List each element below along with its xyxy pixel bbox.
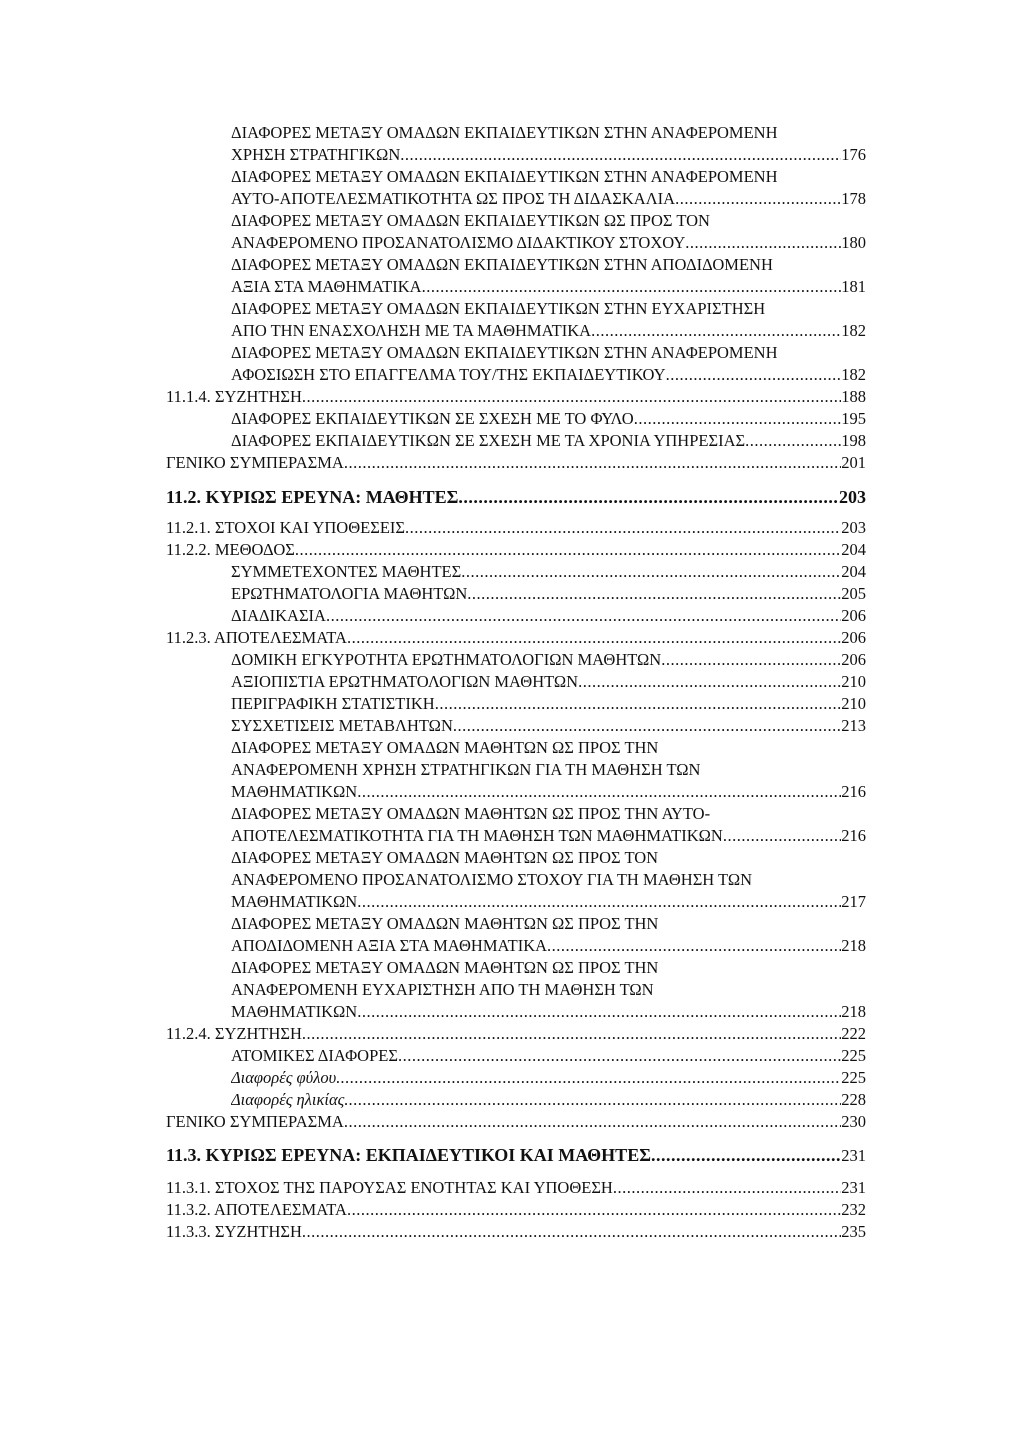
toc-entry[interactable]: 11.2.2. ΜΕΘΟΔΟΣ ..... 204 [166, 540, 866, 560]
toc-entry[interactable]: ΑΞΙΑ ΣΤΑ ΜΑΘΗΜΑΤΙΚΑ ..... 181 [231, 277, 866, 297]
toc-line: ΔΙΑΦΟΡΕΣ ΜΕΤΑΞΥ ΟΜΑΔΩΝ ΜΑΘΗΤΩΝ ΩΣ ΠΡΟΣ ΤΟΝ [231, 848, 659, 867]
toc-entry[interactable]: ΓΕΝΙΚΟ ΣΥΜΠΕΡΑΣΜΑ ..... 230 [166, 1112, 866, 1132]
toc-line: ΔΙΑΦΟΡΕΣ ΜΕΤΑΞΥ ΟΜΑΔΩΝ ΕΚΠΑΙΔΕΥΤΙΚΩΝ ΩΣ ΠΡΟΣ ΤΟΝ [231, 211, 710, 230]
toc-entry[interactable]: ΕΡΩΤΗΜΑΤΟΛΟΓΙΑ ΜΑΘΗΤΩΝ ..... 205 [231, 584, 866, 604]
toc-entry[interactable]: 11.3.2. ΑΠΟΤΕΛΕΣΜΑΤΑ ..... 232 [166, 1200, 866, 1220]
toc-entry[interactable]: ΣΥΜΜΕΤΕΧΟΝΤΕΣ ΜΑΘΗΤΕΣ ..... 204 [231, 562, 866, 582]
toc-line: ΔΙΑΦΟΡΕΣ ΜΕΤΑΞΥ ΟΜΑΔΩΝ ΕΚΠΑΙΔΕΥΤΙΚΩΝ ΣΤΗΝ ΑΠΟΔΙΔΟΜΕΝΗ [231, 255, 773, 274]
toc-line: ΑΝΑΦΕΡΟΜΕΝΗ ΕΥΧΑΡΙΣΤΗΣΗ ΑΠΟ ΤΗ ΜΑΘΗΣΗ ΤΩΝ [231, 980, 654, 999]
toc-entry[interactable]: ΔΙΑΔΙΚΑΣΙΑ ..... 206 [231, 606, 866, 626]
toc-line: ΑΝΑΦΕΡΟΜΕΝΟ ΠΡΟΣΑΝΑΤΟΛΙΣΜΟ ΣΤΟΧΟΥ ΓΙΑ ΤΗ ΜΑΘΗΣΗ ΤΩΝ [231, 870, 753, 889]
toc-line: ΔΙΑΦΟΡΕΣ ΜΕΤΑΞΥ ΟΜΑΔΩΝ ΕΚΠΑΙΔΕΥΤΙΚΩΝ ΣΤΗΝ ΑΝΑΦΕΡΟΜΕΝΗ [231, 343, 778, 362]
toc-entry[interactable]: ΜΑΘΗΜΑΤΙΚΩΝ ..... 216 [231, 782, 866, 802]
toc-line: ΔΙΑΦΟΡΕΣ ΜΕΤΑΞΥ ΟΜΑΔΩΝ ΕΚΠΑΙΔΕΥΤΙΚΩΝ ΣΤΗΝ ΑΝΑΦΕΡΟΜΕΝΗ [231, 167, 778, 186]
toc-entry[interactable]: ΑΝΑΦΕΡΟΜΕΝΟ ΠΡΟΣΑΝΑΤΟΛΙΣΜΟ ΔΙΔΑΚΤΙΚΟΥ ΣΤΟΧΟΥ ..... 180 [231, 233, 866, 253]
toc-line: ΔΙΑΦΟΡΕΣ ΜΕΤΑΞΥ ΟΜΑΔΩΝ ΜΑΘΗΤΩΝ ΩΣ ΠΡΟΣ ΤΗΝ ΑΥΤΟ- [231, 804, 711, 823]
toc-line: ΔΙΑΦΟΡΕΣ ΜΕΤΑΞΥ ΟΜΑΔΩΝ ΜΑΘΗΤΩΝ ΩΣ ΠΡΟΣ ΤΗΝ [231, 738, 659, 757]
toc-line: ΔΙΑΦΟΡΕΣ ΜΕΤΑΞΥ ΟΜΑΔΩΝ ΕΚΠΑΙΔΕΥΤΙΚΩΝ ΣΤΗΝ ΕΥΧΑΡΙΣΤΗΣΗ [231, 299, 766, 318]
toc-entry[interactable]: ΑΠΟ ΤΗΝ ΕΝΑΣΧΟΛΗΣΗ ΜΕ ΤΑ ΜΑΘΗΜΑΤΙΚΑ ..... 182 [231, 321, 866, 341]
toc-entry[interactable]: ΑΦΟΣΙΩΣΗ ΣΤΟ ΕΠΑΓΓΕΛΜΑ ΤΟΥ/ΤΗΣ ΕΚΠΑΙΔΕΥΤΙΚΟΥ ..... 182 [231, 365, 866, 385]
toc-entry[interactable]: ΑΥΤΟ-ΑΠΟΤΕΛΕΣΜΑΤΙΚΟΤΗΤΑ ΩΣ ΠΡΟΣ ΤΗ ΔΙΔΑΣΚΑΛΙΑ ..... 178 [231, 189, 866, 209]
toc-entry[interactable]: ΠΕΡΙΓΡΑΦΙΚΗ ΣΤΑΤΙΣΤΙΚΗ ..... 210 [231, 694, 866, 714]
toc-entry[interactable]: 11.2.3. ΑΠΟΤΕΛΕΣΜΑΤΑ ..... 206 [166, 628, 866, 648]
toc-line: ΔΙΑΦΟΡΕΣ ΜΕΤΑΞΥ ΟΜΑΔΩΝ ΜΑΘΗΤΩΝ ΩΣ ΠΡΟΣ ΤΗΝ [231, 958, 659, 977]
toc-entry[interactable]: ΜΑΘΗΜΑΤΙΚΩΝ ..... 217 [231, 892, 866, 912]
toc-entry[interactable]: ΔΙΑΦΟΡΕΣ ΕΚΠΑΙΔΕΥΤΙΚΩΝ ΣΕ ΣΧΕΣΗ ΜΕ ΤΟ ΦΥΛΟ ..... 195 [231, 409, 866, 429]
toc-entry[interactable]: ΑΠΟΤΕΛΕΣΜΑΤΙΚΟΤΗΤΑ ΓΙΑ ΤΗ ΜΑΘΗΣΗ ΤΩΝ ΜΑΘΗΜΑΤΙΚΩΝ ..... 216 [231, 826, 866, 846]
toc-section-heading[interactable]: 11.2. ΚΥΡΙΩΣ ΕΡΕΥΝΑ: ΜΑΘΗΤΕΣ ..... 203 [166, 486, 866, 508]
toc-entry[interactable]: 11.2.1. ΣΤΟΧΟΙ ΚΑΙ ΥΠΟΘΕΣΕΙΣ ..... 203 [166, 518, 866, 538]
toc-entry[interactable]: ΑΞΙΟΠΙΣΤΙΑ ΕΡΩΤΗΜΑΤΟΛΟΓΙΩΝ ΜΑΘΗΤΩΝ ..... 210 [231, 672, 866, 692]
toc-entry[interactable]: ΑΠΟΔΙΔΟΜΕΝΗ ΑΞΙΑ ΣΤΑ ΜΑΘΗΜΑΤΙΚΑ ..... 218 [231, 936, 866, 956]
toc-line: ΔΙΑΦΟΡΕΣ ΜΕΤΑΞΥ ΟΜΑΔΩΝ ΕΚΠΑΙΔΕΥΤΙΚΩΝ ΣΤΗΝ ΑΝΑΦΕΡΟΜΕΝΗ [231, 123, 778, 142]
toc-entry[interactable]: ΔΙΑΦΟΡΕΣ ΕΚΠΑΙΔΕΥΤΙΚΩΝ ΣΕ ΣΧΕΣΗ ΜΕ ΤΑ ΧΡΟΝΙΑ ΥΠΗΡΕΣΙΑΣ ..... 198 [231, 431, 866, 451]
toc-entry[interactable]: 11.3.3. ΣΥΖΗΤΗΣΗ ..... 235 [166, 1222, 866, 1242]
toc-entry[interactable]: ΔΟΜΙΚΗ ΕΓΚΥΡΟΤΗΤΑ ΕΡΩΤΗΜΑΤΟΛΟΓΙΩΝ ΜΑΘΗΤΩΝ ..... 206 [231, 650, 866, 670]
toc-entry[interactable]: ΓΕΝΙΚΟ ΣΥΜΠΕΡΑΣΜΑ ..... 201 [166, 453, 866, 473]
toc-entry[interactable]: ΣΥΣΧΕΤΙΣΕΙΣ ΜΕΤΑΒΛΗΤΩΝ ..... 213 [231, 716, 866, 736]
toc-entry[interactable]: Διαφορές ηλικίας. ..... 228 [231, 1090, 866, 1110]
toc-section-heading[interactable]: 11.3. ΚΥΡΙΩΣ ΕΡΕΥΝΑ: ΕΚΠΑΙΔΕΥΤΙΚΟΙ ΚΑΙ ΜΑΘΗΤΕΣ ..... 231 [166, 1144, 866, 1166]
toc-entry[interactable]: 11.3.1. ΣΤΟΧΟΣ ΤΗΣ ΠΑΡΟΥΣΑΣ ΕΝΟΤΗΤΑΣ ΚΑΙ ΥΠΟΘΕΣΗ ..... 231 [166, 1178, 866, 1198]
toc-entry[interactable]: ΑΤΟΜΙΚΕΣ ΔΙΑΦΟΡΕΣ ..... 225 [231, 1046, 866, 1066]
toc-entry[interactable]: ΜΑΘΗΜΑΤΙΚΩΝ ..... 218 [231, 1002, 866, 1022]
toc-line: ΔΙΑΦΟΡΕΣ ΜΕΤΑΞΥ ΟΜΑΔΩΝ ΜΑΘΗΤΩΝ ΩΣ ΠΡΟΣ ΤΗΝ [231, 914, 659, 933]
toc-entry[interactable]: ΧΡΗΣΗ ΣΤΡΑΤΗΓΙΚΩΝ ..... 176 [231, 145, 866, 165]
toc-entry[interactable]: 11.2.4. ΣΥΖΗΤΗΣΗ ..... 222 [166, 1024, 866, 1044]
toc-line: ΑΝΑΦΕΡΟΜΕΝΗ ΧΡΗΣΗ ΣΤΡΑΤΗΓΙΚΩΝ ΓΙΑ ΤΗ ΜΑΘΗΣΗ ΤΩΝ [231, 760, 701, 779]
toc-entry[interactable]: 11.1.4. ΣΥΖΗΤΗΣΗ ..... 188 [166, 387, 866, 407]
toc-entry[interactable]: Διαφορές φύλου. ..... 225 [231, 1068, 866, 1088]
